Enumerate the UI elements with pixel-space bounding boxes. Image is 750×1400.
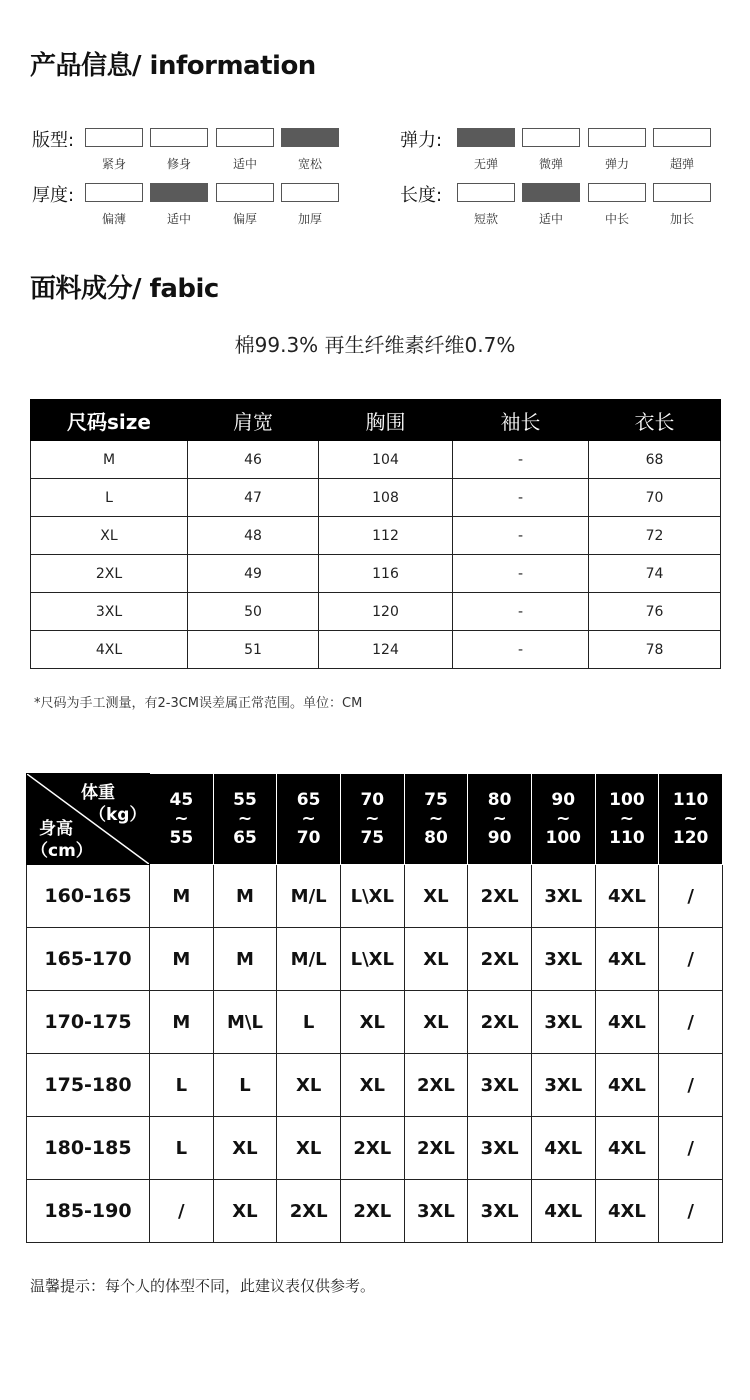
recommended-size-cell: M xyxy=(150,865,214,928)
recommend-row xyxy=(27,1117,723,1180)
weight-range-part: ~ xyxy=(428,808,444,829)
weight-range-header xyxy=(659,774,723,865)
height-range-cell: 160-165 xyxy=(27,865,150,928)
recommended-size-cell: M/L xyxy=(277,865,341,928)
attribute-option-label: 适中 xyxy=(166,212,191,226)
recommended-size-cell: XL xyxy=(404,865,468,928)
attribute-box xyxy=(588,183,646,202)
height-range-cell: 165-170 xyxy=(27,928,150,991)
attribute-box-selected xyxy=(457,128,515,147)
weight-range-part: 90 xyxy=(551,789,576,810)
recommend-row xyxy=(27,928,723,991)
recommended-size-cell: L xyxy=(277,991,341,1054)
size-measurement-table xyxy=(30,399,721,669)
corner-weight-label: 体重 xyxy=(81,783,115,803)
size-table-cell: 108 xyxy=(319,479,453,517)
size-table-cell: 76 xyxy=(589,593,721,631)
recommended-size-cell: 2XL xyxy=(340,1180,404,1243)
recommended-size-cell: L\XL xyxy=(340,928,404,991)
weight-range-header xyxy=(531,774,595,865)
weight-range-part: 100 xyxy=(609,789,645,810)
weight-range-header xyxy=(340,774,404,865)
weight-range-part: ~ xyxy=(237,808,253,829)
attribute-option-label: 无弹 xyxy=(473,157,498,171)
recommended-size-cell: / xyxy=(659,1054,723,1117)
recommended-size-cell: 2XL xyxy=(468,865,532,928)
attribute-box xyxy=(653,183,711,202)
weight-range-part: 70 xyxy=(360,789,385,810)
size-table-cell: 116 xyxy=(319,555,453,593)
attribute-option-label: 弹力 xyxy=(604,157,629,171)
recommended-size-cell: 2XL xyxy=(340,1117,404,1180)
recommended-size-cell: 3XL xyxy=(531,991,595,1054)
size-table-cell: 2XL xyxy=(31,555,188,593)
size-table-cell: 72 xyxy=(589,517,721,555)
recommended-size-cell: 3XL xyxy=(531,865,595,928)
recommended-size-cell: XL xyxy=(340,991,404,1054)
attribute-label: 长度: xyxy=(400,185,443,206)
recommended-size-cell: M xyxy=(150,928,214,991)
corner-height-label: 身高 xyxy=(39,819,73,839)
height-range-cell: 180-185 xyxy=(27,1117,150,1180)
size-table-header-row xyxy=(31,400,721,441)
measurement-note: *尺码为手工测量，有2-3CM误差属正常范围。单位：CM xyxy=(34,696,363,711)
recommend-row xyxy=(27,865,723,928)
attribute-option-label: 适中 xyxy=(538,212,563,226)
attribute-option-label: 加厚 xyxy=(297,212,322,226)
weight-range-part: 80 xyxy=(424,827,448,848)
recommended-size-cell: M xyxy=(150,991,214,1054)
size-table-cell: 74 xyxy=(589,555,721,593)
weight-range-header xyxy=(277,774,341,865)
height-range-cell: 185-190 xyxy=(27,1180,150,1243)
recommend-row xyxy=(27,1180,723,1243)
size-table-cell: 112 xyxy=(319,517,453,555)
attribute-option-label: 修身 xyxy=(166,157,191,171)
recommended-size-cell: XL xyxy=(277,1117,341,1180)
fit-tip: 温馨提示：每个人的体型不同，此建议表仅供参考。 xyxy=(30,1277,376,1295)
weight-range-header xyxy=(213,774,277,865)
weight-range-part: 75 xyxy=(424,789,448,810)
recommended-size-cell: 4XL xyxy=(595,865,659,928)
size-table-cell: 46 xyxy=(188,441,319,479)
weight-range-header xyxy=(595,774,659,865)
weight-range-part: 45 xyxy=(169,789,194,810)
size-table-cell: 70 xyxy=(589,479,721,517)
recommended-size-cell: 3XL xyxy=(468,1180,532,1243)
attribute-option-label: 适中 xyxy=(232,157,257,171)
recommended-size-cell: L\XL xyxy=(340,865,404,928)
weight-range-part: 55 xyxy=(169,827,194,848)
attribute-label: 版型: xyxy=(32,130,75,151)
weight-header-row xyxy=(27,774,723,865)
weight-range-part: 55 xyxy=(233,789,257,810)
attribute-option-label: 紧身 xyxy=(101,157,126,171)
recommended-size-cell: 4XL xyxy=(595,928,659,991)
size-table-cell: 4XL xyxy=(31,631,188,669)
recommended-size-cell: XL xyxy=(213,1180,277,1243)
recommended-size-cell: M\L xyxy=(213,991,277,1054)
sleeve-header-cell: 袖长 xyxy=(453,400,589,441)
size-table-cell: M xyxy=(31,441,188,479)
recommended-size-cell: XL xyxy=(340,1054,404,1117)
size-table-cell: 104 xyxy=(319,441,453,479)
recommended-size-cell: / xyxy=(659,865,723,928)
size-table-cell: 49 xyxy=(188,555,319,593)
weight-range-part: ~ xyxy=(301,808,316,829)
info-section-title: 产品信息/ information xyxy=(30,51,316,81)
size-table-cell: - xyxy=(453,517,589,555)
attribute-box xyxy=(457,183,515,202)
size-table-cell: 68 xyxy=(589,441,721,479)
recommended-size-cell: / xyxy=(150,1180,214,1243)
recommended-size-cell: 4XL xyxy=(531,1117,595,1180)
size-table-row xyxy=(31,517,721,555)
recommended-size-cell: 4XL xyxy=(595,1054,659,1117)
size-table-cell: 48 xyxy=(188,517,319,555)
recommended-size-cell: 3XL xyxy=(531,928,595,991)
recommended-size-cell: L xyxy=(213,1054,277,1117)
recommended-size-cell: L xyxy=(150,1117,214,1180)
recommended-size-cell: XL xyxy=(404,991,468,1054)
weight-range-part: 100 xyxy=(545,827,582,848)
attribute-box xyxy=(85,128,143,147)
recommended-size-cell: / xyxy=(659,1117,723,1180)
attribute-box xyxy=(150,128,208,147)
recommended-size-cell: / xyxy=(659,1180,723,1243)
size-table-row xyxy=(31,479,721,517)
weight-range-header xyxy=(150,774,214,865)
attribute-option-label: 超弹 xyxy=(669,157,694,171)
size-recommendation-table xyxy=(26,773,723,1243)
recommended-size-cell: XL xyxy=(277,1054,341,1117)
attribute-box-selected xyxy=(281,128,339,147)
attribute-option-label: 微弹 xyxy=(538,157,563,171)
weight-range-part: 65 xyxy=(233,827,257,848)
recommended-size-cell: 3XL xyxy=(468,1117,532,1180)
recommended-size-cell: / xyxy=(659,928,723,991)
size-table-cell: - xyxy=(453,441,589,479)
attribute-label: 弹力: xyxy=(400,130,443,151)
attribute-option-label: 中长 xyxy=(604,212,629,226)
weight-range-header xyxy=(468,774,532,865)
attribute-box xyxy=(588,128,646,147)
attribute-option-label: 短款 xyxy=(473,212,498,226)
attribute-box xyxy=(281,183,339,202)
recommend-row xyxy=(27,1054,723,1117)
recommended-size-cell: / xyxy=(659,991,723,1054)
recommended-size-cell: 2XL xyxy=(404,1117,468,1180)
corner-header-cell xyxy=(27,774,150,865)
weight-range-part: ~ xyxy=(683,808,698,829)
attribute-label: 厚度: xyxy=(32,185,75,206)
recommended-size-cell: 2XL xyxy=(468,991,532,1054)
weight-range-part: ~ xyxy=(556,808,571,829)
size-table-cell: XL xyxy=(31,517,188,555)
recommended-size-cell: XL xyxy=(404,928,468,991)
attribute-option-label: 加长 xyxy=(669,212,694,226)
recommended-size-cell: M xyxy=(213,865,277,928)
recommended-size-cell: 2XL xyxy=(468,928,532,991)
length-header-cell: 衣长 xyxy=(589,400,721,441)
attribute-option-label: 偏厚 xyxy=(232,212,257,226)
size-table-cell: - xyxy=(453,479,589,517)
recommend-row xyxy=(27,991,723,1054)
corner-weight-unit: （kg） xyxy=(89,805,147,825)
attribute-box xyxy=(85,183,143,202)
weight-range-part: ~ xyxy=(174,808,189,829)
size-table-row xyxy=(31,441,721,479)
size-header-cell: 尺码size xyxy=(31,400,188,441)
shoulder-header-cell: 肩宽 xyxy=(188,400,319,441)
fabric-section-title: 面料成分/ fabic xyxy=(30,274,219,304)
recommended-size-cell: 2XL xyxy=(404,1054,468,1117)
weight-range-header xyxy=(404,774,468,865)
size-table-row xyxy=(31,593,721,631)
weight-range-part: 120 xyxy=(672,827,709,848)
size-table-cell: - xyxy=(453,555,589,593)
recommended-size-cell: 4XL xyxy=(595,1180,659,1243)
attribute-box-selected xyxy=(522,183,580,202)
corner-height-unit: （cm） xyxy=(31,841,93,861)
recommended-size-cell: 2XL xyxy=(277,1180,341,1243)
attribute-box-selected xyxy=(150,183,208,202)
weight-range-part: 75 xyxy=(360,827,385,848)
chest-header-cell: 胸围 xyxy=(319,400,453,441)
weight-range-part: 70 xyxy=(296,827,321,848)
height-range-cell: 170-175 xyxy=(27,991,150,1054)
size-table-row xyxy=(31,631,721,669)
attribute-box xyxy=(522,128,580,147)
recommended-size-cell: 3XL xyxy=(468,1054,532,1117)
recommended-size-cell: M xyxy=(213,928,277,991)
attribute-box xyxy=(653,128,711,147)
size-table-cell: 47 xyxy=(188,479,319,517)
recommended-size-cell: L xyxy=(150,1054,214,1117)
weight-range-part: ~ xyxy=(619,808,635,829)
size-table-cell: L xyxy=(31,479,188,517)
fabric-composition: 棉99.3% 再生纤维素纤维0.7% xyxy=(234,333,516,357)
size-table-cell: 51 xyxy=(188,631,319,669)
size-table-cell: - xyxy=(453,593,589,631)
recommended-size-cell: 4XL xyxy=(595,1117,659,1180)
weight-range-part: 65 xyxy=(296,789,321,810)
attribute-option-label: 偏薄 xyxy=(101,212,126,226)
recommended-size-cell: 3XL xyxy=(531,1054,595,1117)
attribute-box xyxy=(216,128,274,147)
height-range-cell: 175-180 xyxy=(27,1054,150,1117)
size-table-cell: 124 xyxy=(319,631,453,669)
recommended-size-cell: M/L xyxy=(277,928,341,991)
attribute-option-label: 宽松 xyxy=(297,157,322,171)
size-table-cell: - xyxy=(453,631,589,669)
weight-range-part: 110 xyxy=(609,827,645,848)
size-table-cell: 50 xyxy=(188,593,319,631)
weight-range-part: 110 xyxy=(672,789,709,810)
attribute-box xyxy=(216,183,274,202)
size-table-cell: 78 xyxy=(589,631,721,669)
weight-range-part: ~ xyxy=(365,808,380,829)
size-table-cell: 120 xyxy=(319,593,453,631)
weight-range-part: 90 xyxy=(487,827,512,848)
recommended-size-cell: XL xyxy=(213,1117,277,1180)
size-table-cell: 3XL xyxy=(31,593,188,631)
recommended-size-cell: 4XL xyxy=(531,1180,595,1243)
size-table-row xyxy=(31,555,721,593)
weight-range-part: ~ xyxy=(492,808,507,829)
recommended-size-cell: 4XL xyxy=(595,991,659,1054)
recommended-size-cell: 3XL xyxy=(404,1180,468,1243)
weight-range-part: 80 xyxy=(487,789,512,810)
